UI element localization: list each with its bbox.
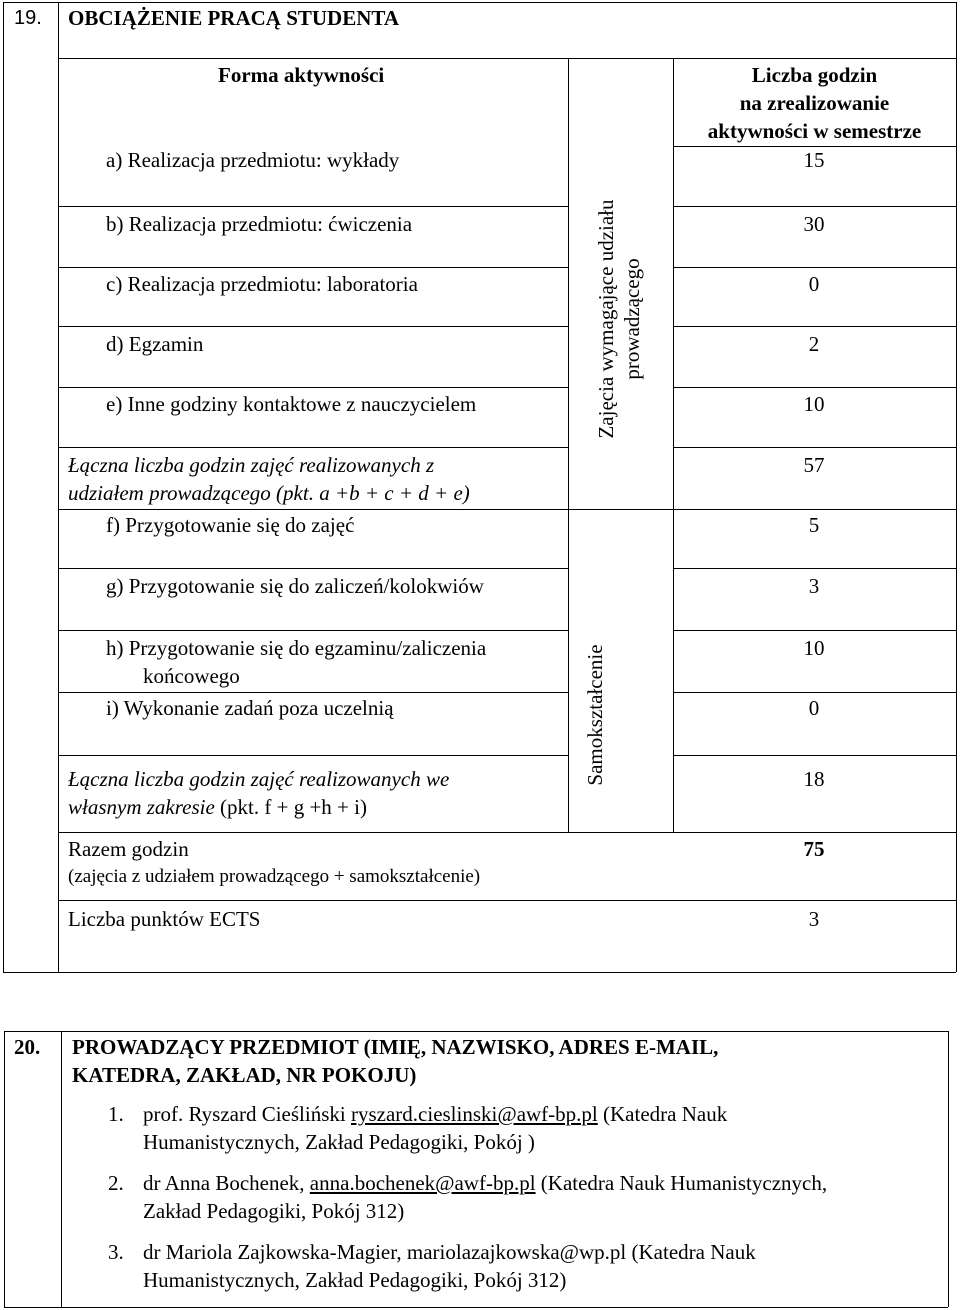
header-activity-form: Forma aktywności xyxy=(218,63,385,87)
section-20-title-line2: KATEDRA, ZAKŁAD, NR POKOJU) xyxy=(72,1063,417,1087)
instructor-1-email-link[interactable]: ryszard.cieslinski@awf-bp.pl xyxy=(350,1102,598,1126)
row-total-label-line2: (zajęcia z udziałem prowadzącego + samokształcenie) xyxy=(68,866,481,887)
row-h-label-line1: h) Przygotowanie się do egzaminu/zaliczenia xyxy=(106,636,487,660)
row-self-total-value: 18 xyxy=(803,767,825,791)
row-b-label: b) Realizacja przedmiotu: ćwiczenia xyxy=(106,212,413,236)
group-label-contact-hours: Zajęcia wymagające udziału prowadzącego xyxy=(594,199,645,439)
instructor-3-line1: dr Mariola Zajkowska-Magier, mariolazajkowska@wp.pl (Katedra Nauk xyxy=(143,1240,756,1264)
row-contact-total-label-line2: udziałem prowadzącego (pkt. a +b + c + d + e) xyxy=(68,481,470,505)
row-d-label: d) Egzamin xyxy=(106,332,204,356)
instructor-2-line1: dr Anna Bochenek, anna.bochenek@awf-bp.pl (Katedra Nauk Humanistycznych, xyxy=(143,1171,828,1195)
row-h-value: 10 xyxy=(803,636,825,660)
section-19-number: 19. xyxy=(14,7,42,29)
instructor-3-line2: Humanistycznych, Zakład Pedagogiki, Pokój 312) xyxy=(143,1268,567,1292)
header-hours-line1: Liczba godzin xyxy=(751,63,878,87)
row-total-value: 75 xyxy=(803,837,825,861)
group-label-self-study: Samokształcenie xyxy=(583,644,607,786)
row-contact-total-value: 57 xyxy=(803,453,825,477)
row-a-label: a) Realizacja przedmiotu: wykłady xyxy=(106,148,400,172)
row-contact-total-label-line1: Łączna liczba godzin zajęć realizowanych z xyxy=(68,453,435,477)
section-20-number: 20. xyxy=(14,1035,41,1059)
instructor-2-email-link[interactable]: anna.bochenek@awf-bp.pl xyxy=(309,1171,536,1195)
row-e-value: 10 xyxy=(803,392,825,416)
row-f-label: f) Przygotowanie się do zajęć xyxy=(106,513,355,537)
row-b-value: 30 xyxy=(803,212,825,236)
row-self-total-label-line2: własnym zakresie (pkt. f + g +h + i) xyxy=(68,795,367,819)
instructor-2-number: 2. xyxy=(108,1171,124,1195)
row-g-label: g) Przygotowanie się do zaliczeń/kolokwiów xyxy=(106,574,484,598)
row-a-value: 15 xyxy=(803,148,825,172)
header-hours-line2: na zrealizowanie xyxy=(739,91,890,115)
instructor-3-number: 3. xyxy=(108,1240,124,1264)
row-c-label: c) Realizacja przedmiotu: laboratoria xyxy=(106,272,418,296)
instructor-1-line2: Humanistycznych, Zakład Pedagogiki, Pokój ) xyxy=(143,1130,535,1154)
instructor-1-number: 1. xyxy=(108,1102,124,1126)
header-hours-line3: aktywności w semestrze xyxy=(707,119,922,143)
row-h-label-line2: końcowego xyxy=(143,664,240,688)
row-self-total-label-line1: Łączna liczba godzin zajęć realizowanych we xyxy=(68,767,450,791)
instructor-2-line2: Zakład Pedagogiki, Pokój 312) xyxy=(143,1199,405,1223)
row-e-label: e) Inne godziny kontaktowe z nauczycielem xyxy=(106,392,477,416)
row-c-value: 0 xyxy=(808,272,820,296)
row-ects-value: 3 xyxy=(808,907,820,931)
row-i-label: i) Wykonanie zadań poza uczelnią xyxy=(106,696,394,720)
row-d-value: 2 xyxy=(808,332,820,356)
section-19-title: OBCIĄŻENIE PRACĄ STUDENTA xyxy=(68,6,399,30)
row-g-value: 3 xyxy=(808,574,820,598)
instructor-1-line1: prof. Ryszard Cieśliński ryszard.cieslinski@awf-bp.pl (Katedra Nauk xyxy=(143,1102,728,1126)
row-ects-label: Liczba punktów ECTS xyxy=(68,907,261,931)
row-total-label-line1: Razem godzin xyxy=(68,837,189,861)
section-20-title-line1: PROWADZĄCY PRZEDMIOT (IMIĘ, NAZWISKO, ADRES E-MAIL, xyxy=(72,1035,719,1059)
row-f-value: 5 xyxy=(808,513,820,537)
row-i-value: 0 xyxy=(808,696,820,720)
